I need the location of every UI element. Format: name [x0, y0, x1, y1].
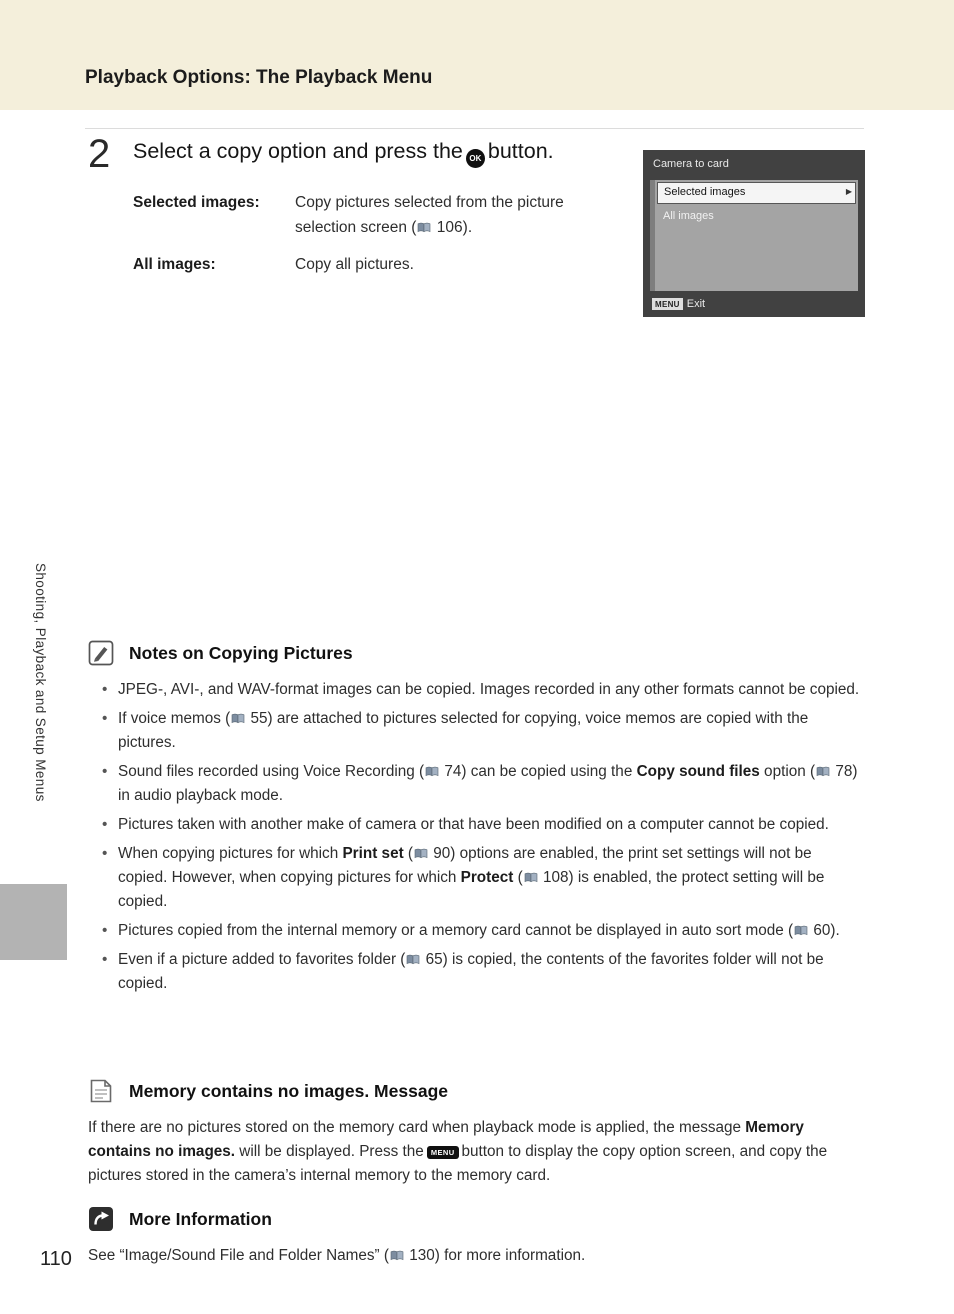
step-number: 2 [88, 132, 111, 176]
memory-message-section [88, 1078, 864, 1188]
chapter-tab [0, 884, 67, 960]
page-number: 110 [40, 1248, 72, 1270]
menu-button-badge: MENU [652, 298, 683, 310]
page-ref-icon: 78 [815, 763, 852, 780]
memory-message-body: If there are no pictures stored on the memory card when playback mode is applied, the message Memory contains no images. will be displayed. Press the MENU button to display the copy option screen, and copy the pictures stored in the camera’s internal memory to the memory card. [88, 1119, 828, 1184]
more-information-body: See “Image/Sound File and Folder Names” ( 130) for more information. [88, 1247, 586, 1264]
note-bullet: • Sound files recorded using Voice Recording ( 74) can be copied using the Copy sound files option ( 78) in audio playback mode. [102, 760, 864, 808]
sidebar-chapter-label: Shooting, Playback and Setup Menus [33, 563, 48, 802]
notes-section-title: Notes on Copying Pictures [129, 642, 353, 663]
note-bullet: • Pictures taken with another make of camera or that have been modified on a computer cannot be copied. [102, 813, 864, 837]
more-information-section [88, 1206, 864, 1268]
page-ref-icon: 65 [405, 951, 442, 968]
camera-option-selected-images [657, 182, 856, 204]
option-label: All images [663, 210, 714, 222]
exit-label: Exit [686, 298, 706, 310]
note-bullet: • Even if a picture added to favorites folder ( 65) is copied, the contents of the favorites folder will not be copied. [102, 948, 864, 996]
page-ref-icon: 55 [230, 710, 267, 727]
definition-term-all-images: All images: [133, 256, 216, 273]
option-label: Selected images [664, 186, 746, 198]
more-information-title: More Information [129, 1208, 272, 1229]
note-bullet: • If voice memos ( 55) are attached to pictures selected for copying, voice memos are copied with the pictures. [102, 707, 864, 755]
page-header-title: Playback Options: The Playback Menu [85, 67, 433, 88]
step-title: Select a copy option and press the OK button. [133, 138, 630, 168]
page-ref-icon: 108 [523, 869, 569, 886]
arrow-right-icon: ▶ [845, 187, 852, 196]
page-ref-icon: 90 [413, 845, 450, 862]
camera-lcd-screenshot [643, 150, 865, 317]
camera-menu-title: Camera to card [653, 158, 729, 170]
camera-footer [652, 298, 705, 310]
note-bullet: • When copying pictures for which Print set ( 90) options are enabled, the print set settings will not be copied. However, when copying pictures for which Protect ( 108) is enabled, the protect setting will be copied. [102, 842, 864, 914]
pencil-note-icon [88, 640, 114, 666]
definition-desc-selected-images: Copy pictures selected from the picture selection screen ( 106). [295, 194, 564, 236]
copy-options-definitions [133, 190, 630, 277]
notes-section [88, 640, 864, 1001]
note-bullet: • JPEG-, AVI-, and WAV-format images can be copied. Images recorded in any other formats cannot be copied. [102, 678, 864, 702]
message-note-icon [88, 1078, 114, 1104]
camera-option-all-images [657, 206, 856, 226]
note-bullet: • Pictures copied from the internal memory or a memory card cannot be displayed in auto sort mode ( 60). [102, 919, 864, 943]
ok-button-icon: OK [466, 149, 485, 168]
page-header-band [0, 0, 954, 110]
definition-desc-all-images: Copy all pictures. [295, 256, 414, 273]
camera-menu-area [650, 180, 858, 291]
page-ref-icon: 74 [424, 763, 461, 780]
page-ref-icon: 60 [793, 922, 830, 939]
more-info-icon [88, 1206, 114, 1232]
step-2-section [88, 134, 630, 277]
menu-button-icon: MENU [427, 1146, 459, 1159]
memory-message-title: Memory contains no images. Message [129, 1080, 448, 1101]
header-divider [85, 128, 864, 129]
definition-term-selected-images: Selected images: [133, 194, 260, 211]
page-ref-icon: 106 [416, 219, 462, 236]
notes-list [88, 678, 864, 996]
page-ref-icon: 130 [389, 1247, 435, 1264]
scrollbar-track [650, 180, 655, 291]
